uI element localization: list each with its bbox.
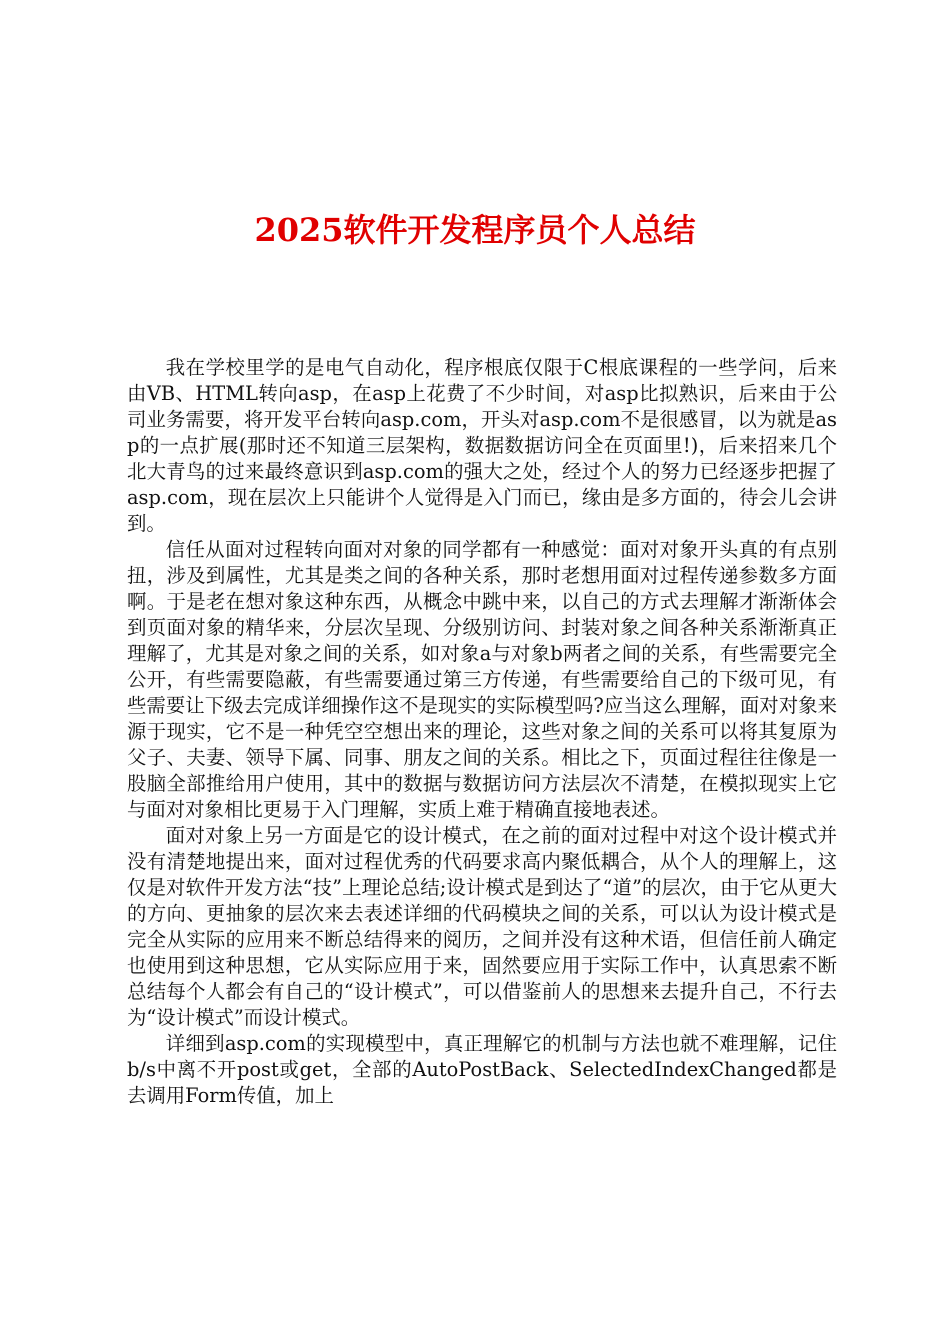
document-title: 2025软件开发程序员个人总结 [254, 211, 696, 249]
document-body [127, 355, 837, 1109]
paragraph: 我在学校里学的是电气自动化，程序根底仅限于C根底课程的一些学问，后来由VB、HTML转向asp，在asp上花费了不少时间，对asp比拟熟识，后来由于公司业务需要，将开发平台转向asp.com，开头对asp.com不是很感冒，以为就是asp的一点扩展(那时还不知道三层架构，数据数据访问全在页面里!)，后来招来几个北大青鸟的过来最终意识到asp.com的强大之处，经过个人的努力已经逐步把握了asp.com，现在层次上只能讲个人觉得是入门而已，缘由是多方面的，待会儿会讲到。 [127, 356, 837, 535]
paragraph: 面对对象上另一方面是它的设计模式，在之前的面对过程中对这个设计模式并没有清楚地提出来，面对过程优秀的代码要求高内聚低耦合，从个人的理解上，这仅是对软件开发方法“技”上理论总结;设计模式是到达了“道”的层次，由于它从更大的方向、更抽象的层次来去表述详细的代码模块之间的关系，可以认为设计模式是完全从实际的应用来不断总结得来的阅历，之间并没有这种术语，但信任前人确定也使用到这种思想，它从实际应用于来，固然要应用于实际工作中，认真思索不断总结每个人都会有自己的“设计模式”，可以借鉴前人的思想来去提升自己，不行去为“设计模式”而设计模式。 [127, 824, 837, 1029]
paragraph: 信任从面对过程转向面对对象的同学都有一种感觉：面对对象开头真的有点别扭，涉及到属性，尤其是类之间的各种关系，那时老想用面对过程传递参数多方面啊。于是老在想对象这种东西，从概念中跳中来，以自己的方式去理解才渐渐体会到页面对象的精华来，分层次呈现、分级别访问、封装对象之间各种关系渐渐真正理解了，尤其是对象之间的关系，如对象a与对象b两者之间的关系，有些需要完全公开，有些需要隐蔽，有些需要通过第三方传递，有些需要给自己的下级可见，有些需要让下级去完成详细操作这不是现实的实际模型吗?应当这么理解，面对对象来源于现实，它不是一种凭空空想出来的理论，这些对象之间的关系可以将其复原为父子、夫妻、领导下属、同事、朋友之间的关系。相比之下，页面过程往往像是一股脑全部推给用户使用，其中的数据与数据访问方法层次不清楚，在模拟现实上它与面对对象相比更易于入门理解，实质上难于精确直接地表述。 [127, 538, 837, 821]
paragraph: 详细到asp.com的实现模型中，真正理解它的机制与方法也就不难理解，记住b/s中离不开post或get，全部的AutoPostBack、SelectedIndexChanged都是去调用Form传值，加上 [127, 1032, 837, 1107]
